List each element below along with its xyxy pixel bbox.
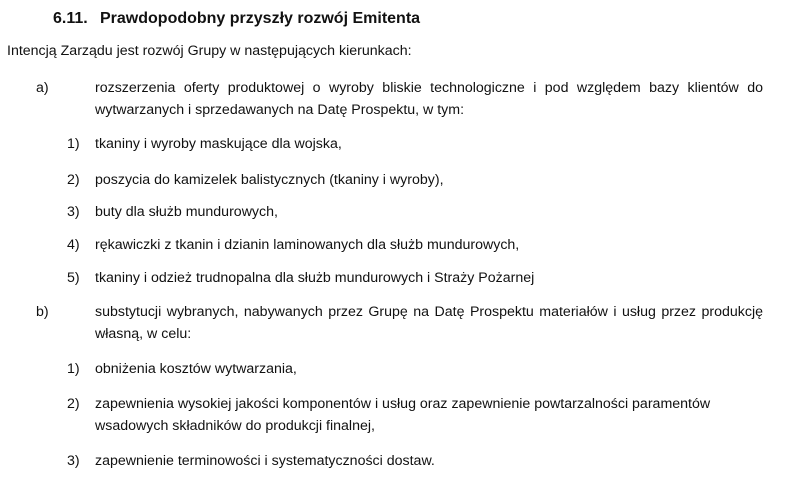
list-item-number: 1) [67,136,80,152]
list-text-b: substytucji wybranych, nabywanych przez Grupę na Datę Prospektu materiałów i usług przez produkcję własną, w celu: [95,304,763,342]
list-item-number: 2) [67,172,80,188]
list-item: zapewnienia wysokiej jakości komponentów i usług oraz zapewnienie powtarzalności paramentów wsadowych składników do produkcji finalnej, [95,396,711,434]
list-item: rękawiczki z tkanin i dzianin laminowanych dla służb mundurowych, [95,237,520,253]
list-item: poszycia do kamizelek balistycznych (tkaniny i wyroby), [95,172,444,188]
list-item-number: 4) [67,237,80,253]
section-heading [53,8,420,30]
list-letter-a: a) [36,80,49,96]
section-title: Prawdopodobny przyszły rozwój Emitenta [100,10,421,27]
list-item-number: 3) [67,453,80,469]
list-item-number: 2) [67,396,80,412]
list-text-a: rozszerzenia oferty produktowej o wyroby bliskie technologiczne i pod względem bazy klientów do wytwarzanych i sprzedawanych na Datę Prospektu, w tym: [95,80,763,118]
section-number: 6.11. [53,10,88,27]
list-item: tkaniny i wyroby maskujące dla wojska, [95,136,342,152]
list-item-number: 3) [67,204,80,220]
list-item: buty dla służb mundurowych, [95,204,278,220]
list-item-number: 1) [67,361,80,377]
list-item: tkaniny i odzież trudnopalna dla służb mundurowych i Straży Pożarnej [95,270,535,286]
list-item: zapewnienie terminowości i systematyczności dostaw. [95,453,435,469]
list-item: obniżenia kosztów wytwarzania, [95,361,297,377]
list-item-number: 5) [67,270,80,286]
list-letter-b: b) [36,304,49,320]
intro-paragraph: Intencją Zarządu jest rozwój Grupy w następujących kierunkach: [7,43,412,59]
